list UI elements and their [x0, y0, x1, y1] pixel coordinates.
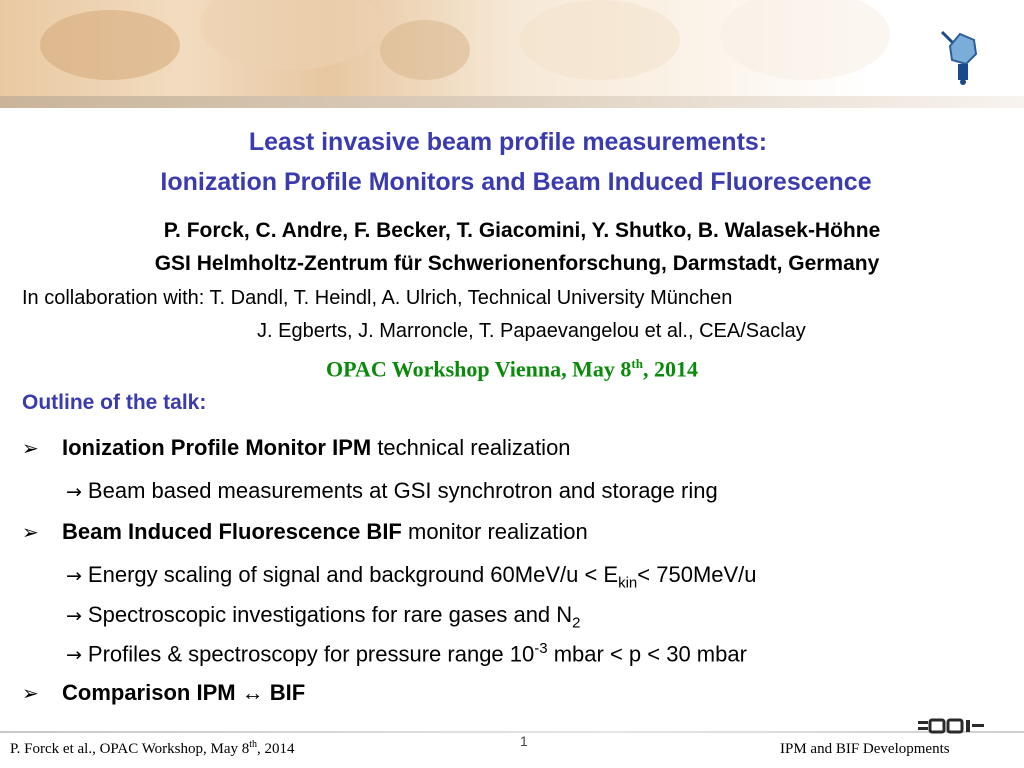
right-arrow-icon: → — [66, 605, 82, 627]
footer-title: IPM and BIF Developments — [780, 741, 950, 757]
collaboration-line1: In collaboration with: T. Dandl, T. Heindl, A. Ulrich, Technical University München — [22, 287, 733, 309]
outline-sub-item — [66, 602, 581, 631]
banner-decoration — [520, 0, 680, 80]
bullet-arrow-icon: ➢ — [22, 522, 39, 544]
slide-title-line1: Least invasive beam profile measurements: — [248, 128, 768, 156]
outline-bullet — [22, 680, 305, 706]
bullet-text: monitor realization — [401, 519, 588, 544]
sub-item-text: Spectroscopic investigations for rare gases and N — [87, 602, 573, 627]
header-divider — [0, 96, 1024, 108]
footer-citation-prefix: P. Forck et al., OPAC Workshop, May 8 — [10, 741, 250, 757]
right-arrow-icon: → — [66, 565, 82, 587]
header-banner — [0, 0, 1024, 108]
sub-item-subscript: kin — [618, 574, 638, 592]
outline-heading: Outline of the talk: — [22, 391, 207, 414]
footer-citation-sup: th — [249, 739, 258, 750]
workshop-prefix: OPAC Workshop Vienna, May 8 — [326, 356, 632, 382]
banner-decoration — [40, 10, 180, 80]
bullet-arrow-icon: ➢ — [22, 683, 39, 705]
right-arrow-icon: → — [66, 644, 82, 667]
outline-bullet — [22, 435, 571, 461]
banner-decoration — [380, 20, 470, 80]
sub-item-text: Profiles & spectroscopy for pressure range 10 — [87, 641, 535, 667]
workshop-suffix: , 2014 — [642, 356, 698, 382]
sub-item-text: Beam based measurements at GSI synchrotron and storage ring — [87, 478, 718, 503]
sub-item-text: Energy scaling of signal and background 60MeV/u < E — [87, 562, 619, 587]
bullet-arrow-icon: ➢ — [22, 438, 39, 460]
page-number: 1 — [520, 733, 528, 749]
gsi-mascot-icon — [930, 22, 990, 86]
footer-citation-suffix: , 2014 — [257, 741, 295, 757]
banner-decoration — [200, 0, 380, 70]
collaboration-line2: J. Egberts, J. Marroncle, T. Papaevangelou et al., CEA/Saclay — [257, 320, 806, 342]
right-arrow-icon: → — [66, 481, 82, 503]
sub-item-text-end: mbar < p < 30 mbar — [547, 641, 747, 667]
outline-sub-item — [66, 562, 757, 591]
outline-sub-item — [66, 640, 747, 667]
bullet-bold-text: Ionization Profile Monitor IPM — [62, 435, 372, 460]
institute: GSI Helmholtz-Zentrum für Schwerionenforschung, Darmstadt, Germany — [154, 252, 880, 275]
bullet-bold-text: Comparison IPM ↔ BIF — [62, 680, 306, 705]
bullet-text: technical realization — [371, 435, 571, 460]
sub-item-superscript: -3 — [534, 640, 548, 657]
outline-bullet — [22, 519, 588, 545]
workshop-line — [0, 356, 1024, 382]
footer-citation — [10, 739, 295, 758]
slide-title-line2: Ionization Profile Monitors and Beam Induced Fluorescence — [160, 168, 872, 196]
bullet-bold-text: Beam Induced Fluorescence BIF — [62, 519, 402, 544]
sub-item-text-end: < 750MeV/u — [637, 562, 757, 587]
footer-divider — [0, 731, 1024, 733]
banner-decoration — [720, 0, 890, 80]
workshop-sup: th — [631, 356, 643, 371]
gsi-logo — [918, 718, 984, 736]
outline-sub-item — [66, 478, 718, 504]
sub-item-subscript: 2 — [572, 614, 581, 632]
authors: P. Forck, C. Andre, F. Becker, T. Giacomini, Y. Shutko, B. Walasek-Höhne — [163, 219, 881, 242]
